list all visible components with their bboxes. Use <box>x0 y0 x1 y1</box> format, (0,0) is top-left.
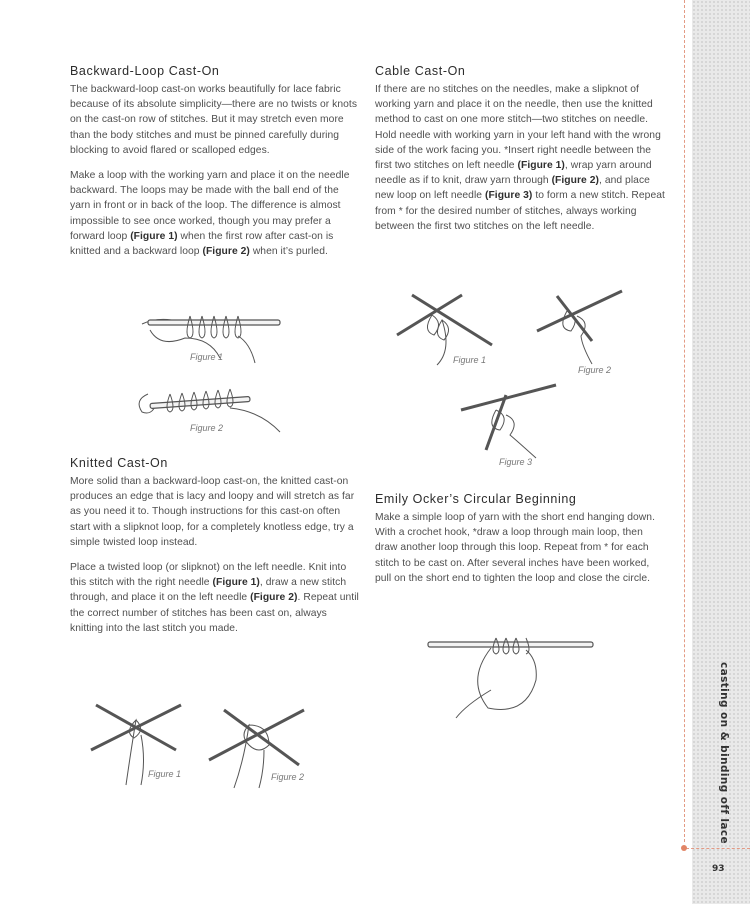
emily-ocker-figure <box>426 630 596 720</box>
section-title-backward-loop: Backward-Loop Cast-On <box>70 64 220 78</box>
knitted-figure-1-caption: Figure 1 <box>148 769 182 779</box>
left-column-lower <box>70 456 360 646</box>
chapter-title: casting on & binding off lace <box>718 662 730 844</box>
section-title-cable: Cable Cast-On <box>375 64 466 78</box>
right-column <box>375 64 665 244</box>
section-title-knitted: Knitted Cast-On <box>70 456 168 470</box>
page-number: 93 <box>712 864 725 874</box>
knitted-paragraph-2: Place a twisted loop (or slipknot) on the left needle. Knit into this stitch with the right needle (Figure 1), draw a new stitch through, and place it on the left needle (Figure 2). Repeat until the correct number of stitches has been cast on, always knitting into the last stitch you made. <box>70 562 359 634</box>
page-marker-dot <box>681 845 687 851</box>
emily-ocker-paragraph-1: Make a simple loop of yarn with the short end hanging down. With a crochet hook, *draw a loop through main loop, then draw another loop through this loop. Repeat from * for each stitch to be cast on. After several inches have been worked, pull on the short end to tighten the loop and close the circle. <box>375 512 655 584</box>
right-column-lower <box>375 492 665 596</box>
sidebar-dashed-rule <box>684 0 685 842</box>
cable-figure-3 <box>456 380 566 460</box>
cable-paragraph-1: If there are no stitches on the needles, make a slipknot of working yarn and place it on the needle, then use the knitted method to cast on one more stitch—two stitches on needle. Hold needle with working yarn in your left hand with the wrong side of the work facing you. *Insert right needle between the first two stitches on left needle (Figure 1), wrap yarn around needle as if to knit, draw yarn through (Figure 2), and place new loop on left needle (Figure 3) to form a new stitch. Repeat from * for the desired number of stitches, always working between the first two stitches on the left needle. <box>375 84 665 232</box>
cable-figure-2-caption: Figure 2 <box>578 365 612 375</box>
backward-loop-paragraph-1: The backward-loop cast-on works beautifully for lace fabric because of its absolute simplicity—there are no twists or knots on the cast-on row of stitches. But it may stretch even more than the body stitches and must be pinned carefully during blocking to avoid flared or scalloped edges. <box>70 84 358 156</box>
backward-loop-figure-1-caption: Figure 1 <box>190 352 224 362</box>
section-title-emily-ocker: Emily Ocker’s Circular Beginning <box>375 492 577 506</box>
cable-figure-1-caption: Figure 1 <box>453 355 487 365</box>
backward-loop-figure-2-caption: Figure 2 <box>190 423 224 433</box>
cable-figure-2 <box>532 286 632 366</box>
cable-figure-3-caption: Figure 3 <box>499 457 533 467</box>
knitted-paragraph-1: More solid than a backward-loop cast-on, the knitted cast-on produces an edge that is lacy and loopy and will stretch as far as you need it to. Though instructions for this cast-on often start with a slipknot loop, for a completely knotless edge, try a simple twisted loop instead. <box>70 476 355 548</box>
backward-loop-paragraph-2: Make a loop with the working yarn and place it on the needle backward. The loops may be made with the ball end of the yarn in front or in back of the loop. The difference is almost impossible to see once worked, though you may prefer a forward loop (Figure 1) when the first row after cast-on is knitted and a backward loop (Figure 2) when it’s purled. <box>70 170 350 258</box>
page-number-dashed-rule <box>686 848 750 849</box>
left-column <box>70 64 360 269</box>
knitted-figure-2-caption: Figure 2 <box>271 772 305 782</box>
